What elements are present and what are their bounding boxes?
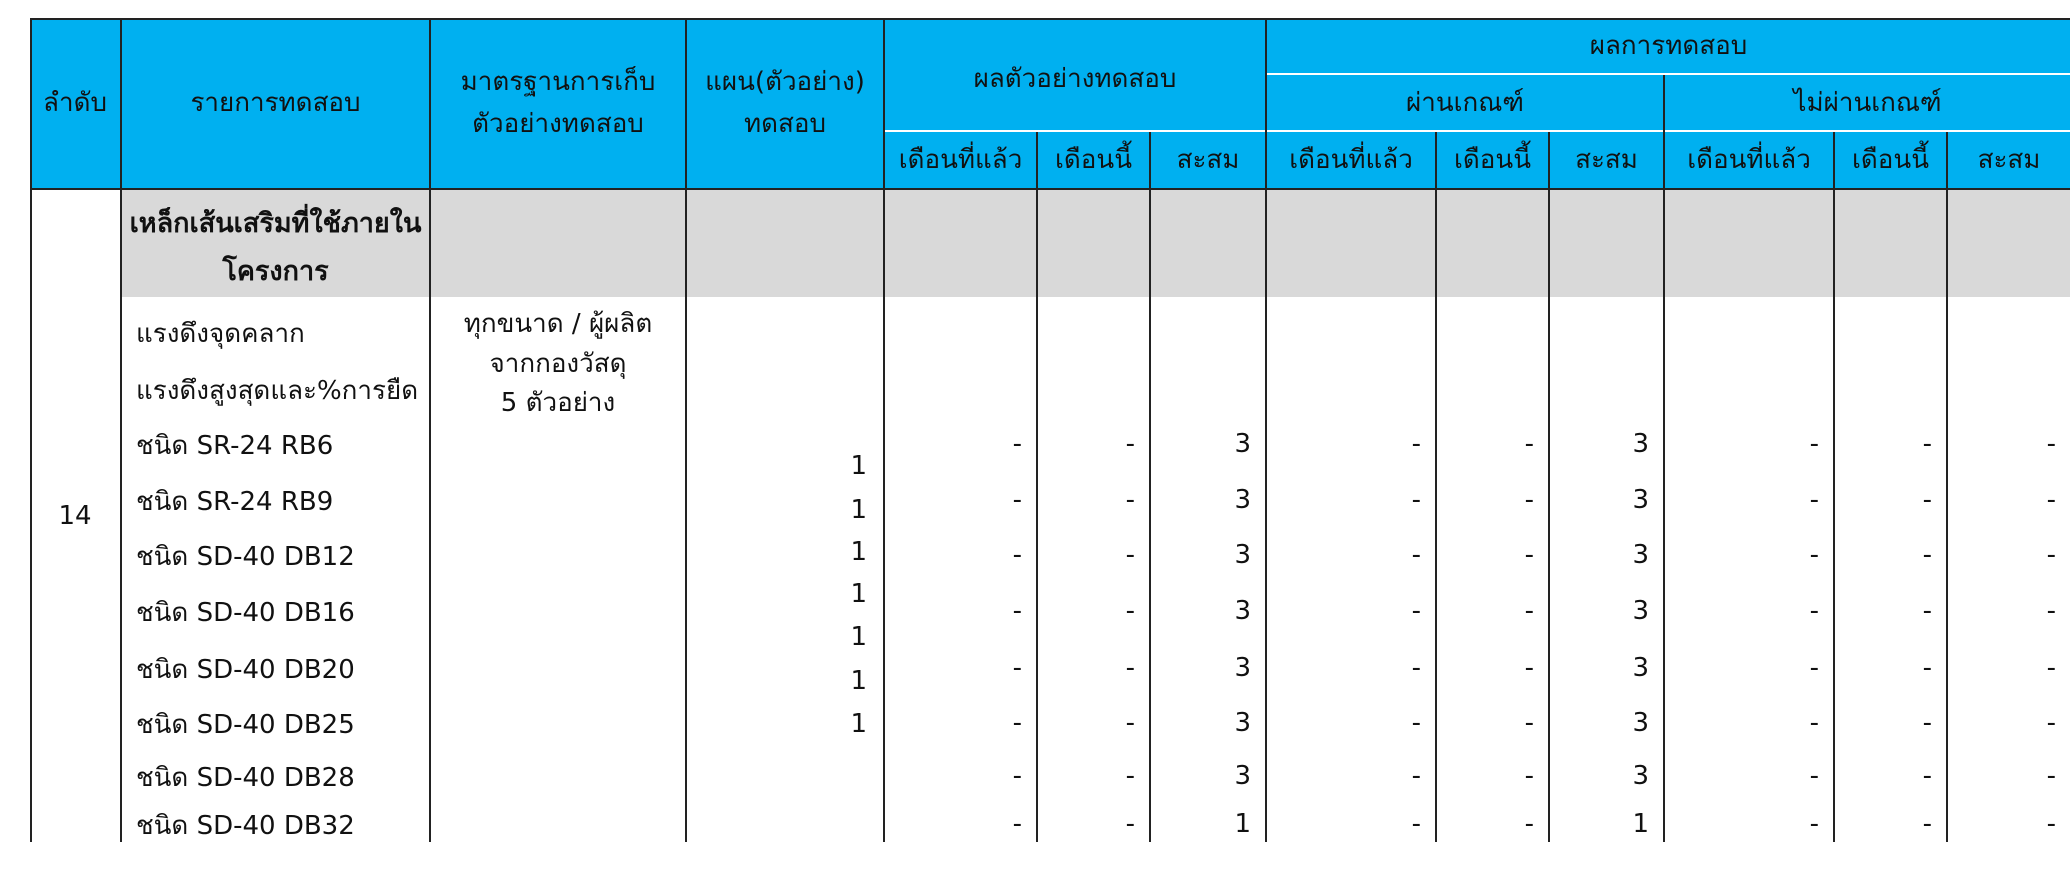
row-sample-cumulative: 3 [1234, 540, 1251, 570]
row-item-name: ชนิด SD-40 DB32 [136, 811, 355, 841]
row-pass-this-month: - [1524, 485, 1534, 515]
row-item-name: ชนิด SD-40 DB12 [136, 542, 355, 572]
row-fail-cumulative: - [2046, 596, 2056, 626]
header-plan-line1: แผน(ตัวอย่าง) [705, 67, 865, 97]
row-item-name: ชนิด SR-24 RB6 [136, 431, 334, 461]
row-sample-cumulative: 3 [1234, 596, 1251, 626]
row-fail-this-month: - [1922, 540, 1932, 570]
row-pass-cumulative: 3 [1632, 761, 1649, 791]
row-pass-cumulative: 3 [1632, 540, 1649, 570]
row-pass-this-month: - [1524, 653, 1534, 683]
row-sample-this-month: - [1125, 761, 1135, 791]
header-bottom-border [30, 188, 2070, 190]
section-desc-line2: แรงดึงสูงสุดและ%การยืด [136, 376, 419, 406]
row-sample-last-month: - [1012, 429, 1022, 459]
section-desc-line1: แรงดึงจุดคลาก [136, 319, 305, 349]
header-plan-line2: ทดสอบ [743, 109, 826, 139]
row-plan-value: 1 [850, 622, 867, 652]
row-sample-this-month: - [1125, 540, 1135, 570]
row-item-name: ชนิด SD-40 DB28 [136, 763, 355, 793]
row-fail-last-month: - [1809, 761, 1819, 791]
row-fail-cumulative: - [2046, 485, 2056, 515]
table-top-border [30, 18, 2070, 20]
section-title-line1: เหล็กเส้นเสริมที่ใช้ภายใน [129, 208, 422, 239]
section-standard-line1: ทุกขนาด / ผู้ผลิต [463, 309, 653, 339]
row-pass-last-month: - [1411, 596, 1421, 626]
row-fail-cumulative: - [2046, 540, 2056, 570]
row-fail-this-month: - [1922, 485, 1932, 515]
header-sample-this-month: เดือนนี้ [1038, 132, 1149, 188]
row-plan-value: 1 [850, 451, 867, 481]
row-fail-cumulative: - [2046, 809, 2056, 839]
row-fail-this-month: - [1922, 761, 1932, 791]
header-pass: ผ่านเกณฑ์ [1267, 75, 1663, 130]
row-sample-this-month: - [1125, 653, 1135, 683]
row-pass-last-month: - [1411, 485, 1421, 515]
row-pass-this-month: - [1524, 596, 1534, 626]
section-standard-line2: จากกองวัสดุ [489, 349, 627, 379]
row-fail-this-month: - [1922, 653, 1932, 683]
row-plan-value: 1 [850, 579, 867, 609]
header-pass-last-month: เดือนที่แล้ว [1267, 132, 1435, 188]
row-sample-this-month: - [1125, 809, 1135, 839]
row-sample-cumulative: 3 [1234, 429, 1251, 459]
col-border [120, 18, 122, 842]
header-standard-line2: ตัวอย่างทดสอบ [472, 109, 644, 139]
col-border [30, 18, 32, 842]
row-sample-cumulative: 3 [1234, 761, 1251, 791]
header-no: ลำดับ [30, 18, 120, 188]
row-pass-last-month: - [1411, 429, 1421, 459]
row-pass-this-month: - [1524, 540, 1534, 570]
row-sample-last-month: - [1012, 809, 1022, 839]
header-test-results: ผลการทดสอบ [1267, 18, 2070, 73]
row-fail-this-month: - [1922, 708, 1932, 738]
header-fail-cumulative: สะสม [1948, 132, 2070, 188]
row-item-name: ชนิด SD-40 DB16 [136, 598, 355, 628]
row-fail-this-month: - [1922, 429, 1932, 459]
section-title [122, 200, 429, 296]
row-fail-this-month: - [1922, 809, 1932, 839]
row-fail-cumulative: - [2046, 653, 2056, 683]
row-item-name: ชนิด SD-40 DB25 [136, 710, 355, 740]
row-pass-last-month: - [1411, 708, 1421, 738]
row-sample-cumulative: 1 [1234, 809, 1251, 839]
header-sample-results: ผลตัวอย่างทดสอบ [885, 18, 1265, 130]
row-pass-cumulative: 3 [1632, 596, 1649, 626]
row-fail-last-month: - [1809, 596, 1819, 626]
row-fail-last-month: - [1809, 653, 1819, 683]
row-pass-this-month: - [1524, 761, 1534, 791]
row-sample-cumulative: 3 [1234, 708, 1251, 738]
row-sample-last-month: - [1012, 540, 1022, 570]
row-pass-cumulative: 3 [1632, 485, 1649, 515]
header-pass-this-month: เดือนนี้ [1437, 132, 1548, 188]
row-pass-this-month: - [1524, 429, 1534, 459]
col-border [1946, 132, 1948, 842]
row-sample-cumulative: 3 [1234, 485, 1251, 515]
header-fail-last-month: เดือนที่แล้ว [1665, 132, 1833, 188]
row-pass-cumulative: 3 [1632, 653, 1649, 683]
row-pass-cumulative: 3 [1632, 708, 1649, 738]
row-sample-last-month: - [1012, 485, 1022, 515]
row-sample-last-month: - [1012, 708, 1022, 738]
row-fail-cumulative: - [2046, 761, 2056, 791]
header-fail: ไม่ผ่านเกณฑ์ [1665, 75, 2070, 130]
row-sample-this-month: - [1125, 429, 1135, 459]
row-pass-this-month: - [1524, 809, 1534, 839]
header-sample-cumulative: สะสม [1151, 132, 1265, 188]
header-standard [431, 18, 685, 188]
row-pass-last-month: - [1411, 653, 1421, 683]
row-sample-last-month: - [1012, 653, 1022, 683]
header-item: รายการทดสอบ [122, 18, 429, 188]
row-sample-last-month: - [1012, 596, 1022, 626]
col-border [1265, 18, 1267, 842]
row-fail-last-month: - [1809, 485, 1819, 515]
header-standard-line1: มาตรฐานการเก็บ [460, 67, 656, 97]
row-fail-cumulative: - [2046, 708, 2056, 738]
section-title-line2: โครงการ [222, 256, 329, 287]
test-results-table [30, 18, 2070, 842]
row-sample-this-month: - [1125, 596, 1135, 626]
col-border [1663, 75, 1665, 842]
row-fail-last-month: - [1809, 708, 1819, 738]
header-sample-last-month: เดือนที่แล้ว [885, 132, 1036, 188]
row-fail-last-month: - [1809, 809, 1819, 839]
header-plan [687, 18, 883, 188]
row-sample-last-month: - [1012, 761, 1022, 791]
row-item-name: ชนิด SD-40 DB20 [136, 655, 355, 685]
row-fail-cumulative: - [2046, 429, 2056, 459]
row-fail-this-month: - [1922, 596, 1932, 626]
row-plan-value: 1 [850, 709, 867, 739]
row-pass-last-month: - [1411, 540, 1421, 570]
section-number: 14 [58, 501, 92, 531]
row-pass-last-month: - [1411, 809, 1421, 839]
row-pass-this-month: - [1524, 708, 1534, 738]
row-fail-last-month: - [1809, 540, 1819, 570]
row-pass-cumulative: 3 [1632, 429, 1649, 459]
section-standard-line3: 5 ตัวอย่าง [500, 388, 616, 418]
col-border [429, 18, 431, 842]
row-sample-this-month: - [1125, 708, 1135, 738]
row-plan-value: 1 [850, 666, 867, 696]
row-plan-value: 1 [850, 495, 867, 525]
row-fail-last-month: - [1809, 429, 1819, 459]
header-fail-this-month: เดือนนี้ [1835, 132, 1946, 188]
row-plan-value: 1 [850, 537, 867, 567]
row-pass-last-month: - [1411, 761, 1421, 791]
col-border [883, 18, 885, 842]
row-item-name: ชนิด SR-24 RB9 [136, 487, 334, 517]
header-pass-cumulative: สะสม [1550, 132, 1663, 188]
row-sample-this-month: - [1125, 485, 1135, 515]
row-pass-cumulative: 1 [1632, 809, 1649, 839]
row-sample-cumulative: 3 [1234, 653, 1251, 683]
